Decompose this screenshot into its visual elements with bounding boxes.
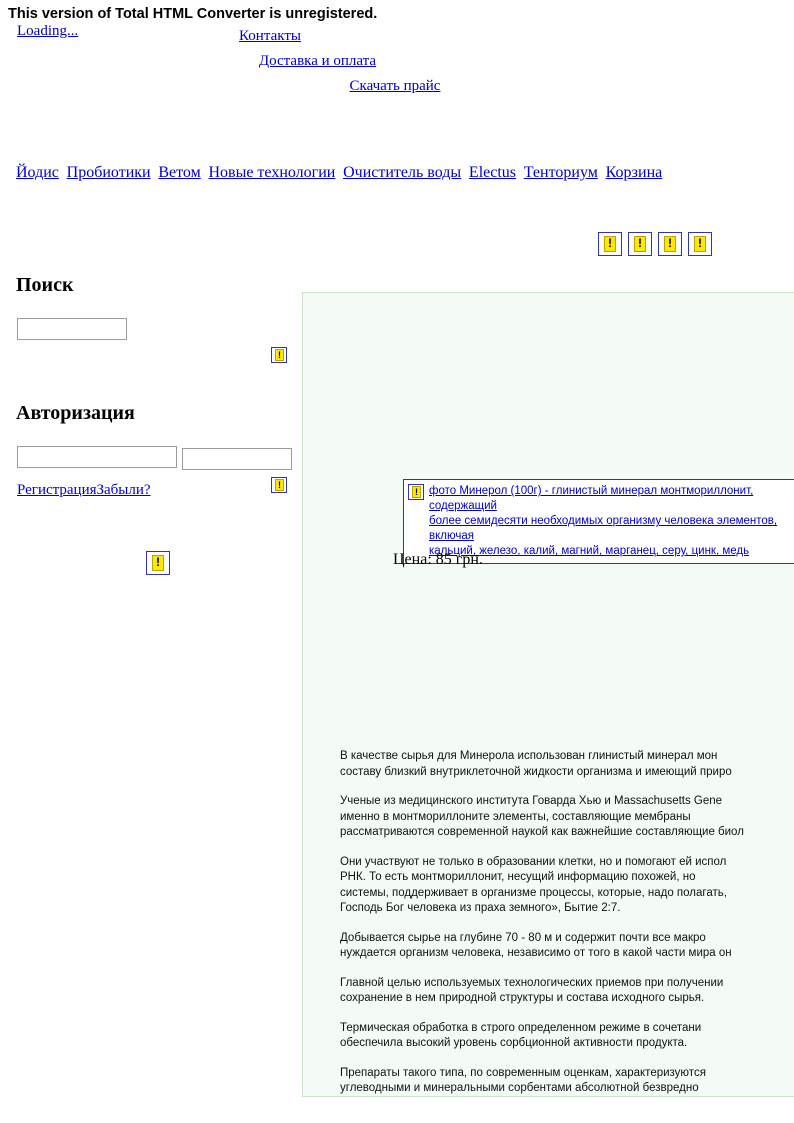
article-paragraph-2 xyxy=(340,794,794,841)
sidebar-banner-icon-wrapper xyxy=(146,551,170,575)
article-line-5: рассматриваются современной наукой как важнейшие составляющие биол xyxy=(340,826,744,838)
nav-item-probiotics[interactable]: Пробиотики xyxy=(66,164,151,181)
article-line-16: Препараты такого типа, по современным оценкам, характеризуются xyxy=(340,1066,706,1079)
search-input[interactable] xyxy=(17,318,127,340)
article-line-14: Термическая обработка в строго определенном режиме в сочетани xyxy=(340,1021,702,1034)
article-paragraph-6 xyxy=(340,1021,794,1052)
login-field[interactable] xyxy=(17,446,177,468)
login-submit-icon[interactable] xyxy=(271,477,287,493)
article-line-15: обеспечила высокий уровень сорбционной активности продукта. xyxy=(340,1037,688,1049)
article-line-7: РНК. То есть монтмориллонит, несущий информацию похожей, но xyxy=(340,871,696,883)
top-link-delivery[interactable]: Доставка и оплата xyxy=(258,53,377,69)
article-paragraph-4 xyxy=(340,931,794,962)
main-navigation xyxy=(16,164,666,182)
article-line-4: именно в монтмориллоните элементы, составляющие мембраны xyxy=(340,810,691,823)
product-line-4[interactable]: включая xyxy=(429,530,474,542)
login-submit-icon-wrapper xyxy=(271,476,287,493)
article-line-13: сохранение в нем природной структуры и состава исходного сырья. xyxy=(340,992,705,1004)
register-link[interactable]: Регистрация xyxy=(17,482,97,498)
search-submit-icon-wrapper xyxy=(271,346,287,363)
broken-image-icon-2[interactable] xyxy=(628,232,652,256)
forgot-password-link[interactable]: Забыли? xyxy=(96,482,151,498)
article-paragraph-3 xyxy=(340,855,794,917)
broken-image-icon-row xyxy=(598,232,712,256)
search-submit-icon[interactable] xyxy=(271,347,287,363)
article-line-11: нуждается организм человека, независимо от того в какой части мира он xyxy=(340,947,732,959)
article-paragraph-5 xyxy=(340,976,794,1007)
product-line-2[interactable]: содержащий xyxy=(429,500,497,512)
article-line-8: системы, поддерживает в организме процессы, которые, надо полагать, xyxy=(340,886,727,899)
sidebar-banner-icon[interactable] xyxy=(146,551,170,575)
content-panel xyxy=(302,292,794,1097)
nav-item-iodis[interactable]: Йодис xyxy=(16,164,59,181)
product-price: Цена: 85 грн. xyxy=(393,551,483,568)
search-title: Поиск xyxy=(16,274,74,296)
nav-item-cart[interactable]: Корзина xyxy=(605,164,663,181)
product-photo-broken-icon[interactable] xyxy=(408,484,424,500)
article-line-9: Господь Бог человека из праха земного», Бытие 2:7. xyxy=(340,902,621,914)
article-body xyxy=(340,749,794,1097)
article-paragraph-7 xyxy=(340,1066,794,1097)
product-line-3[interactable]: более семидесяти необходимых организму человека элементов, xyxy=(429,515,778,527)
article-line-17: углеводными и минеральными сорбентами абсолютной безвредно xyxy=(340,1082,699,1094)
article-line-2: составу близкий внутриклеточной жидкости организма и имеющий приро xyxy=(340,765,732,778)
article-line-12: Главной целью используемых технологических приемов при получении xyxy=(340,976,724,989)
article-line-10: Добывается сырье на глубине 70 - 80 м и содержит почти все макро xyxy=(340,931,706,944)
broken-image-icon-4[interactable] xyxy=(688,232,712,256)
watermark-text: This version of Total HTML Converter is unregistered. xyxy=(8,6,378,22)
nav-item-electus[interactable]: Electus xyxy=(468,164,517,181)
nav-item-water-purifier[interactable]: Очиститель воды xyxy=(343,164,462,181)
article-line-3: Ученые из медицинского института Говарда Хью и Massachusetts Gene xyxy=(340,795,723,807)
password-field[interactable] xyxy=(182,448,292,470)
nav-item-vetom[interactable]: Ветом xyxy=(158,164,201,181)
product-line-1[interactable]: фото Минерол (100г) - глинистый минерал монтмориллонит, xyxy=(429,485,754,497)
product-link-text[interactable] xyxy=(429,484,777,559)
auth-links xyxy=(17,482,151,499)
article-paragraph-1 xyxy=(340,749,794,780)
loading-text: Loading... xyxy=(17,23,79,39)
authorization-title: Авторизация xyxy=(16,402,135,424)
broken-image-icon-1[interactable] xyxy=(598,232,622,256)
product-line-5[interactable]: кальций, железо, калий, магний, марганец, серу, цинк, медь xyxy=(429,545,750,557)
article-line-6: Они участвуют не только в образовании клетки, но и помогают ей испол xyxy=(340,855,727,868)
top-link-price[interactable]: Скачать прайс xyxy=(349,78,441,94)
article-line-1: В качестве сырья для Минерола использован глинистый минерал мон xyxy=(340,750,718,762)
top-link-contacts[interactable]: Контакты xyxy=(239,28,301,44)
top-links xyxy=(0,24,520,99)
nav-item-tentorium[interactable]: Тенториум xyxy=(523,164,598,181)
broken-image-icon-3[interactable] xyxy=(658,232,682,256)
nav-item-new-technologies[interactable]: Новые технологии xyxy=(208,164,336,181)
